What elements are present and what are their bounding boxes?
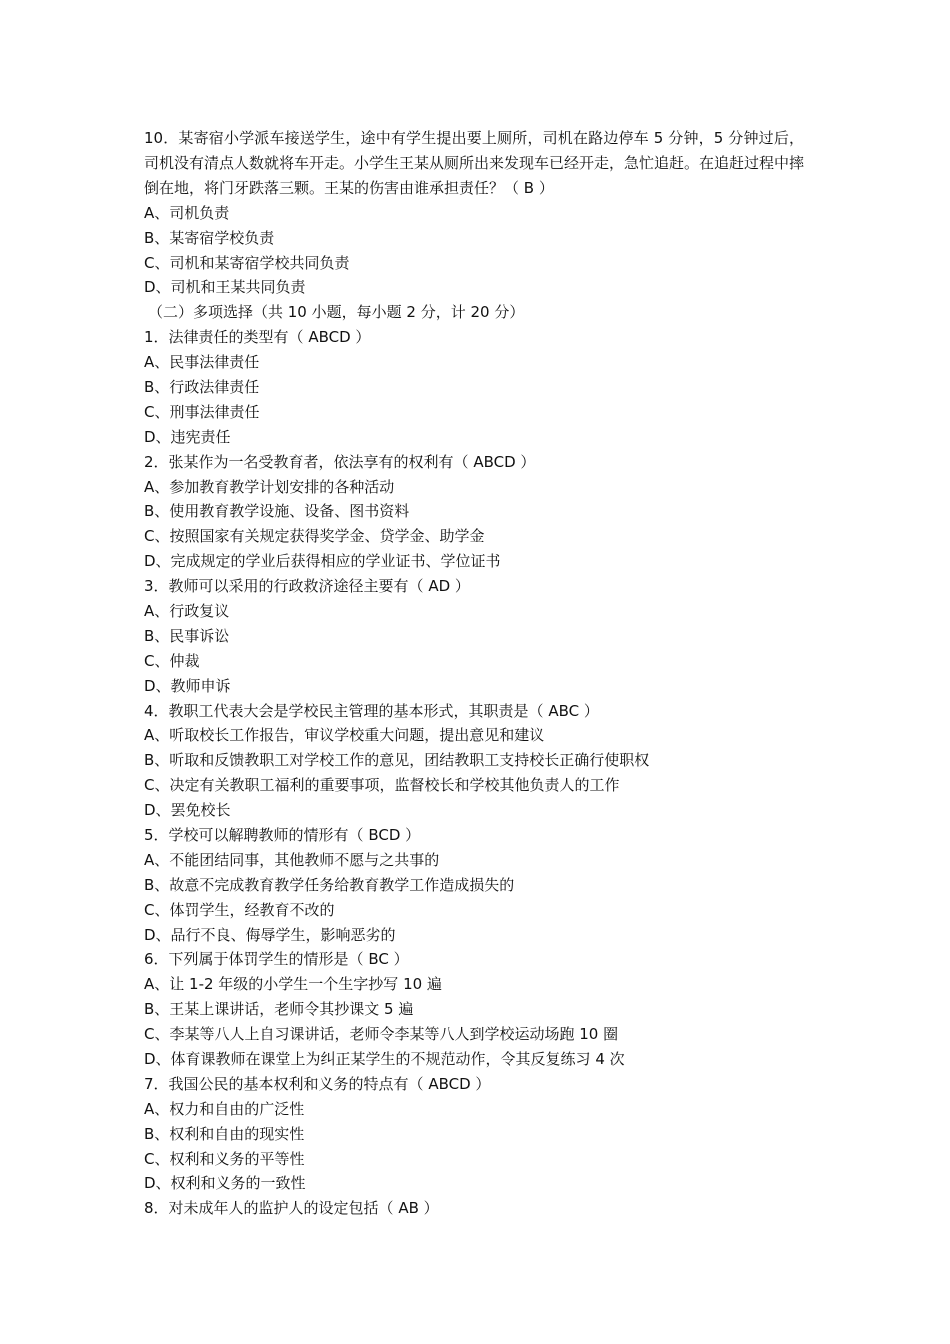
question-1: 1．法律责任的类型有（ ABCD ） [144, 328, 371, 347]
q4-option-a: A、听取校长工作报告，审议学校重大问题，提出意见和建议 [144, 726, 545, 745]
question-6: 6．下列属于体罚学生的情形是（ BC ） [144, 950, 409, 969]
q10-option-b: B、某寄宿学校负责 [144, 228, 275, 247]
q4-option-b: B、听取和反馈教职工对学校工作的意见，团结教职工支持校长正确行使职权 [144, 751, 650, 770]
q7-option-b: B、权利和自由的现实性 [144, 1124, 305, 1143]
question-7: 7．我国公民的基本权利和义务的特点有（ ABCD ） [144, 1074, 491, 1093]
q1-option-b: B、行政法律责任 [144, 377, 260, 396]
q3-option-a: A、行政复议 [144, 601, 230, 620]
q3-option-b: B、民事诉讼 [144, 626, 230, 645]
q1-option-d: D、违宪责任 [144, 427, 231, 446]
q2-option-c: C、按照国家有关规定获得奖学金、贷学金、助学金 [144, 527, 485, 546]
question-2: 2．张某作为一名受教育者，依法享有的权利有（ ABCD ） [144, 452, 536, 471]
q5-option-a: A、不能团结同事，其他教师不愿与之共事的 [144, 850, 440, 869]
q3-option-d: D、教师申诉 [144, 676, 231, 695]
q6-option-a: A、让 1-2 年级的小学生一个生字抄写 10 遍 [144, 975, 442, 994]
q5-option-c: C、体罚学生，经教育不改的 [144, 900, 335, 919]
q4-option-c: C、决定有关教职工福利的重要事项，监督校长和学校其他负责人的工作 [144, 776, 620, 795]
q5-option-b: B、故意不完成教育教学任务给教育教学工作造成损失的 [144, 875, 515, 894]
q10-option-d: D、司机和王某共同负责 [144, 278, 306, 297]
q6-option-c: C、李某等八人上自习课讲话，老师令李某等八人到学校运动场跑 10 圈 [144, 1025, 619, 1044]
document-page [144, 126, 804, 1221]
question-3: 3．教师可以采用的行政救济途径主要有（ AD ） [144, 577, 470, 596]
section-heading: （二）多项选择（共 10 小题，每小题 2 分，计 20 分） [148, 303, 525, 322]
question-5: 5．学校可以解聘教师的情形有（ BCD ） [144, 825, 421, 844]
q1-option-a: A、民事法律责任 [144, 353, 260, 372]
q6-option-b: B、王某上课讲话，老师令其抄课文 5 遍 [144, 1000, 414, 1019]
q1-option-c: C、刑事法律责任 [144, 402, 260, 421]
q4-option-d: D、罢免校长 [144, 801, 231, 820]
question-8: 8．对未成年人的监护人的设定包括（ AB ） [144, 1199, 439, 1218]
q2-option-d: D、完成规定的学业后获得相应的学业证书、学位证书 [144, 552, 501, 571]
q7-option-c: C、权利和义务的平等性 [144, 1149, 305, 1168]
q7-option-d: D、权利和义务的一致性 [144, 1174, 306, 1193]
q2-option-a: A、参加教育教学计划安排的各种活动 [144, 477, 395, 496]
q10-option-a: A、司机负责 [144, 203, 230, 222]
question-4: 4．教职工代表大会是学校民主管理的基本形式，其职责是（ ABC ） [144, 701, 599, 720]
question-10-text: 10．某寄宿小学派车接送学生，途中有学生提出要上厕所，司机在路边停车 5 分钟，5 分钟过后，司机没有清点人数就将车开走。小学生王某从厕所出来发现车已经开走，急忙追赶。在追赶过程中摔倒在地，将门牙跌落三颗。王某的伤害由谁承担责任？（ B ） [144, 129, 805, 197]
q10-option-c: C、司机和某寄宿学校共同负责 [144, 253, 350, 272]
q3-option-c: C、仲裁 [144, 651, 200, 670]
q7-option-a: A、权力和自由的广泛性 [144, 1099, 305, 1118]
q5-option-d: D、品行不良、侮辱学生，影响恶劣的 [144, 925, 396, 944]
q6-option-d: D、体育课教师在课堂上为纠正某学生的不规范动作，令其反复练习 4 次 [144, 1050, 625, 1068]
q2-option-b: B、使用教育教学设施、设备、图书资料 [144, 502, 410, 521]
